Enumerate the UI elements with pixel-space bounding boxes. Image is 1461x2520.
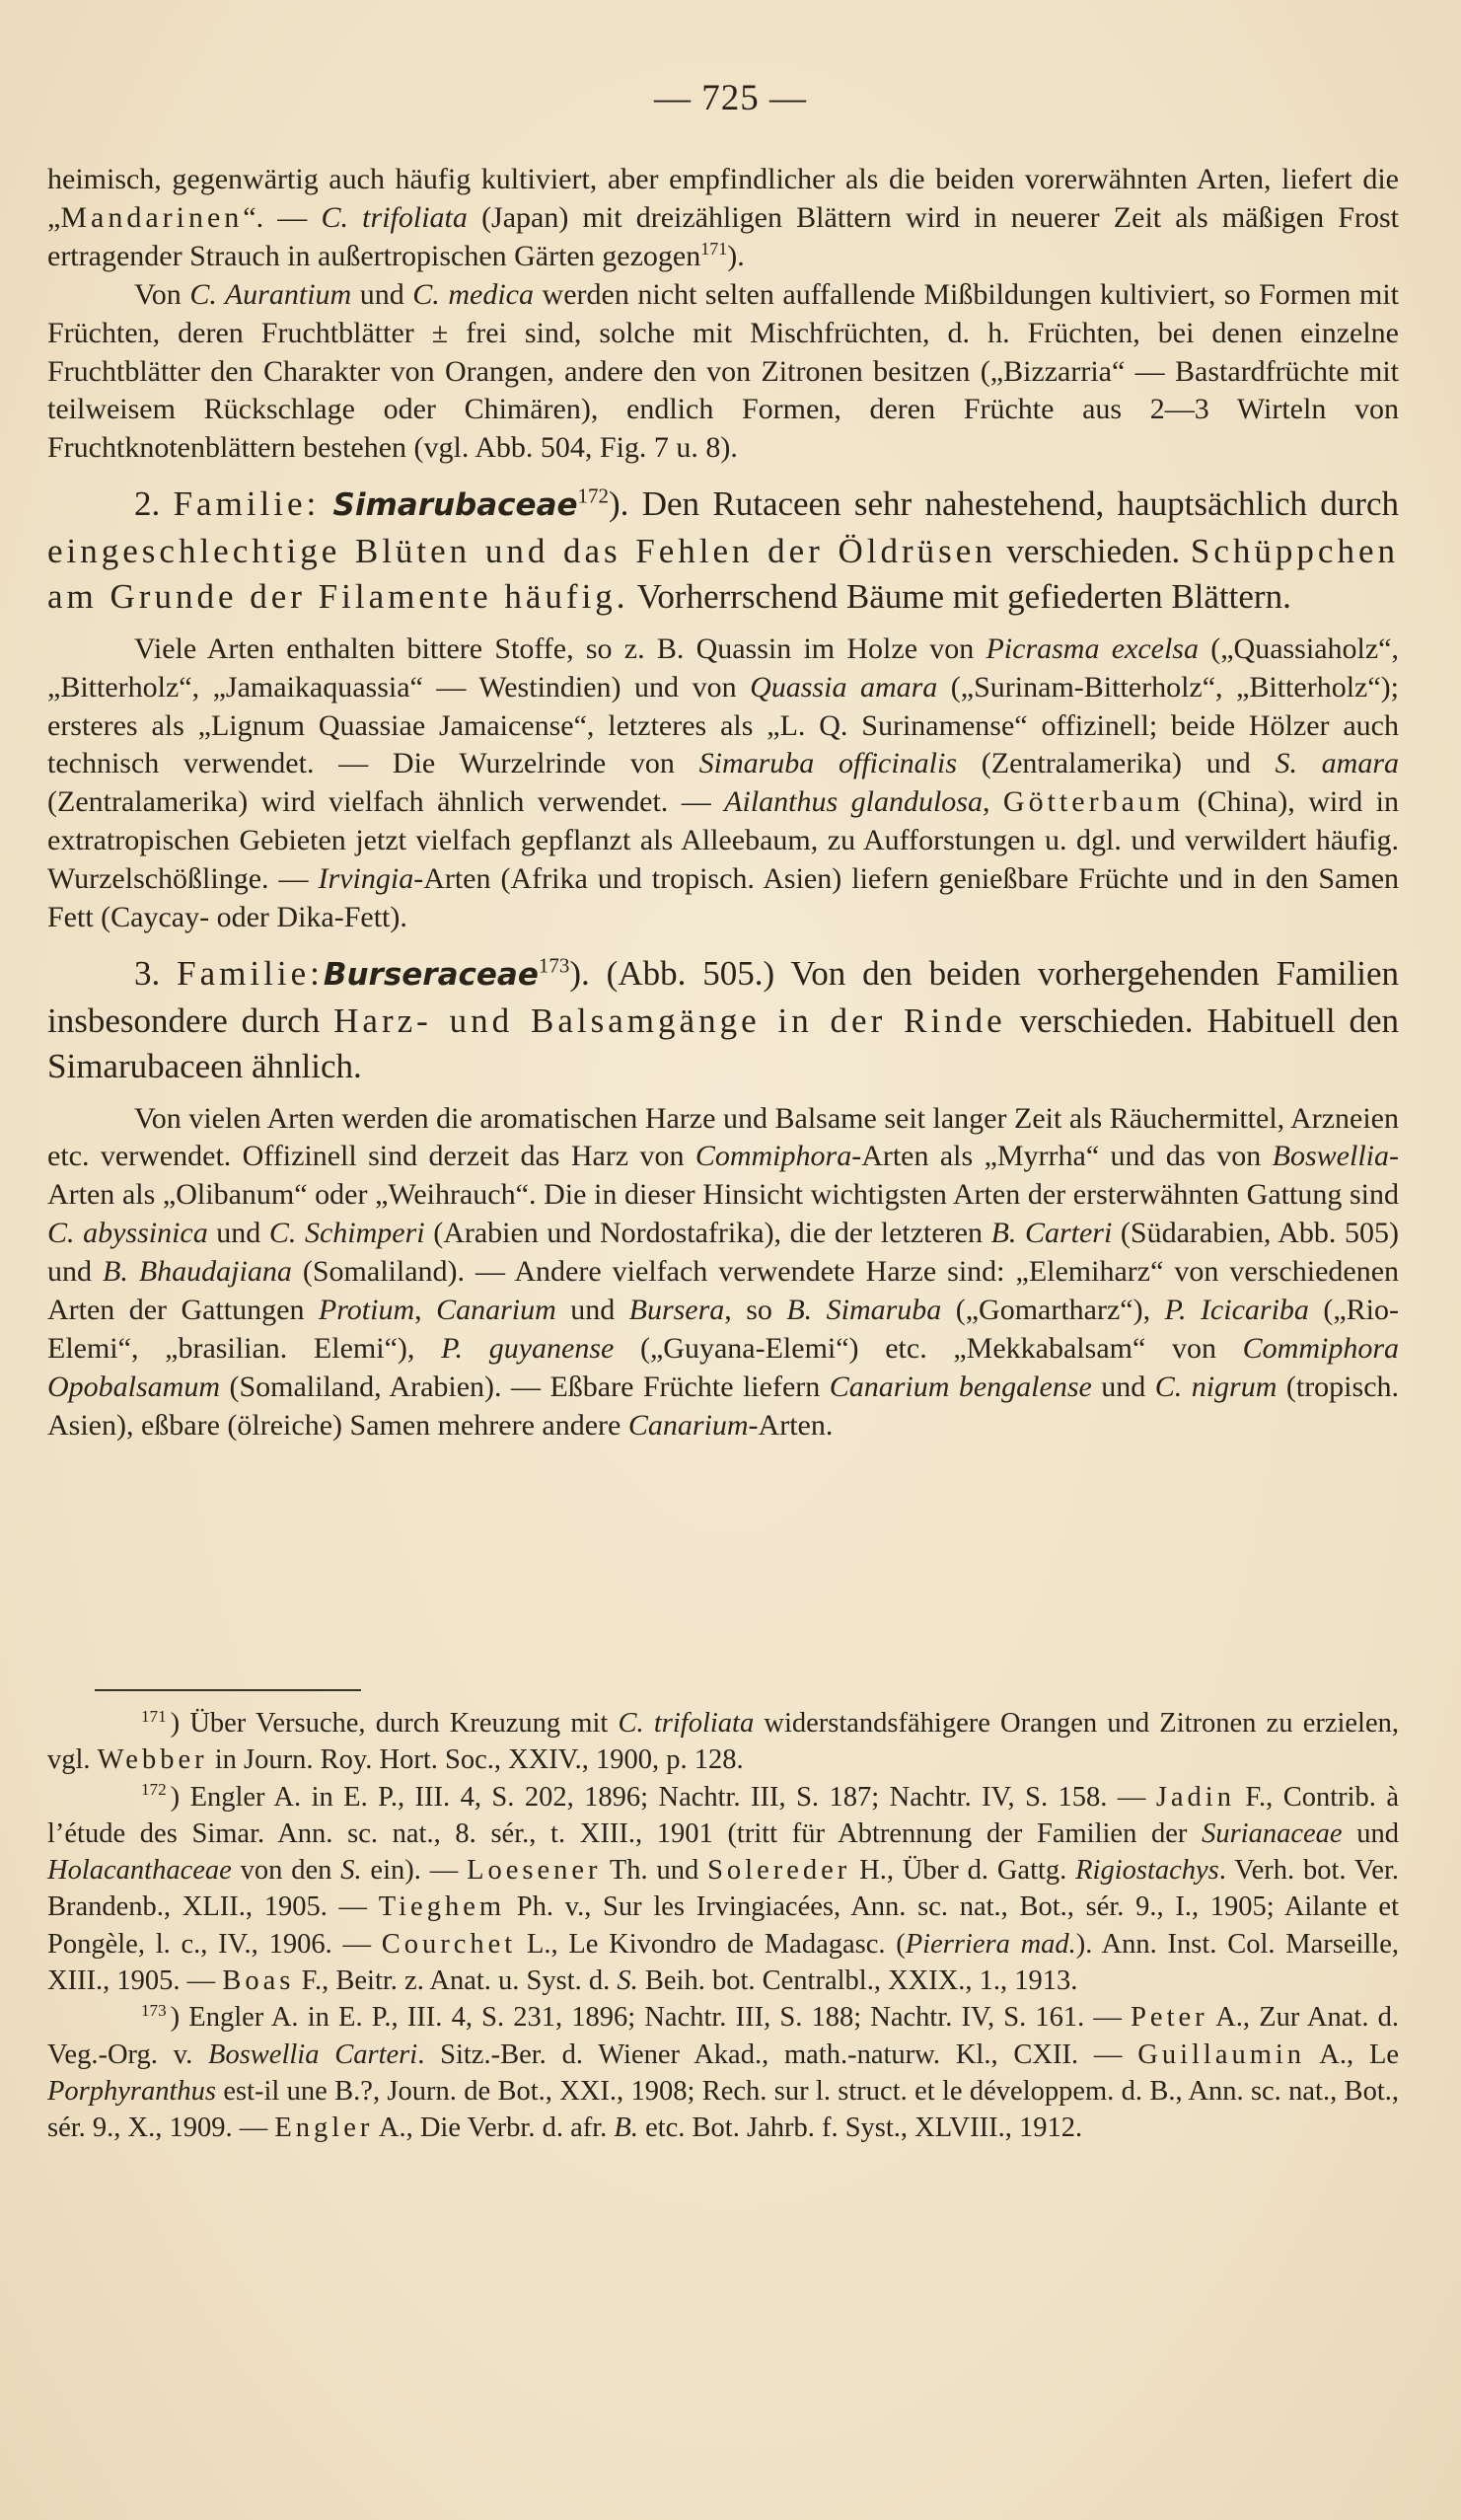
paragraph-1: heimisch, gegenwärtig auch häufig kultiviert, aber empfindlicher als die beiden vorerwähnten Arten, liefert die „Mandarinen“. — C. trifoliata (Japan) mit dreizähligen Blättern wird in neuerer Zeit als mäßigen Frost ertragender Strauch in außertropischen Gärten gezogen$^{171}$).	[47, 163, 1399, 272]
footnote-number: 173	[141, 2000, 167, 2020]
main-text	[47, 161, 1399, 1445]
footnote-separator	[95, 1689, 361, 1691]
footnote-text: ) Engler A. in E. P., III. 4, S. 231, 1896; Nachtr. III, S. 188; Nachtr. IV, S. 161. — Peter A., Zur Anat. d. Veg.-Org. v. Boswellia Carteri. Sitz.-Ber. d. Wiener Akad., math.-naturw. Kl., CXII. — Guillaumin A., Le Porphyranthus est-il une B.?, Journ. de Bot., XXI., 1908; Rech. sur l. struct. et le développem. d. B., Ann. sc. nat., Bot., sér. 9., X., 1909. — Engler A., Die Verbr. d. afr. B. etc. Bot. Jahrb. f. Syst., XLVIII., 1912.	[47, 2002, 1400, 2144]
footnote-text: ) Über Versuche, durch Kreuzung mit C. trifoliata widerstandsfähigere Orangen und Zitronen zu erzielen, vgl. Webber in Journ. Roy. Hort. Soc., XXIV., 1900, p. 128.	[47, 1708, 1399, 1776]
footnote-number: 172	[141, 1780, 167, 1800]
footnote-number: 171	[141, 1706, 167, 1726]
paragraph-3: 2. Familie: Simarubaceae$^{172}$). Den Rutaceen sehr nahestehend, hauptsächlich durch eingeschlechtige Blüten und das Fehlen der Öldrüsen verschieden. Schüppchen am Grunde der Filamente häufig. Vorherrschend Bäume mit gefiederten Blättern.	[47, 483, 1399, 617]
paragraph-2: Von C. Aurantium und C. medica werden nicht selten auffallende Mißbildungen kultiviert, so Formen mit Früchten, deren Fruchtblätter ± frei sind, solche mit Mischfrüchten, d. h. Früchten, bei denen einzelne Fruchtblätter den Charakter von Orangen, andere den von Zitronen besitzen („Bizzarria“ — Bastardfrüchte mit teilweisem Rückschlage oder Chimären), endlich Formen, deren Früchte aus 2—3 Wirteln von Fruchtknotenblättern bestehen (vgl. Abb. 504, Fig. 7 u. 8).	[47, 277, 1399, 465]
footnote-text: ) Engler A. in E. P., III. 4, S. 202, 1896; Nachtr. III, S. 187; Nachtr. IV, S. 158. — Jadin F., Contrib. à l’étude des Simar. Ann. sc. nat., 8. sér., t. XIII., 1901 (tritt für Abtrennung der Familien der Surianaceae und Holacanthaceae von den S. ein). — Loesener Th. und Solereder H., Über d. Gattg. Rigiostachys. Verh. bot. Ver. Brandenb., XLII., 1905. — Tieghem Ph. v., Sur les Irvingiacées, Ann. sc. nat., Bot., sér. 9., I., 1905; Ailante et Pongèle, l. c., IV., 1906. — Courchet L., Le Kivondro de Madagasc. (Pierriera mad.). Ann. Inst. Col. Marseille, XIII., 1905. — Boas F., Beitr. z. Anat. u. Syst. d. S. Beih. bot. Centralbl., XXIX., 1., 1913.	[47, 1781, 1400, 1997]
footnote-173	[47, 1999, 1399, 2146]
footnote-171	[47, 1705, 1399, 1779]
footnotes	[47, 1705, 1399, 2147]
paragraph-6: Von vielen Arten werden die aromatischen Harze und Balsame seit langer Zeit als Räuchermittel, Arzneien etc. verwendet. Offizinell sind derzeit das Harz von Commiphora-Arten als „Myrrha“ und das von Boswellia-Arten als „Olibanum“ oder „Weihrauch“. Die in dieser Hinsicht wichtigsten Arten der ersterwähnten Gattung sind C. abyssinica und C. Schimperi (Arabien und Nordostafrika), die der letzteren B. Carteri (Südarabien, Abb. 505) und B. Bhaudajiana (Somaliland). — Andere vielfach verwendete Harze sind: „Elemiharz“ von verschiedenen Arten der Gattungen Protium, Canarium und Bursera, so B. Simaruba („Gomartharz“), P. Icicariba („Rio-Elemi“, „brasilian. Elemi“), P. guyanense („Guyana-Elemi“) etc. „Mekkabalsam“ von Commiphora Opobalsamum (Somaliland, Arabien). — Eßbare Früchte liefern Canarium bengalense und C. nigrum (tropisch. Asien), eßbare (ölreiche) Samen mehrere andere Canarium-Arten.	[47, 1101, 1400, 1442]
footnote-172	[47, 1779, 1399, 2000]
paragraph-4: Viele Arten enthalten bittere Stoffe, so z. B. Quassin im Holze von Picrasma excelsa („Quassiaholz“, „Bitterholz“, „Jamaikaquassia“ — Westindien) und von Quassia amara („Surinam-Bitterholz“, „Bitterholz“); ersteres als „Lignum Quassiae Jamaicense“, letzteres als „L. Q. Surinamense“ offizinell; beide Hölzer auch technisch verwendet. — Die Wurzelrinde von Simaruba officinalis (Zentralamerika) und S. amara (Zentralamerika) wird vielfach ähnlich verwendet. — Ailanthus glandulosa, Götterbaum (China), wird in extratropischen Gebieten jetzt vielfach gepflanzt als Alleebaum, zu Aufforstungen u. dgl. und verwildert häufig. Wurzelschößlinge. — Irvingia-Arten (Afrika und tropisch. Asien) liefern genießbare Früchte und in den Samen Fett (Caycay- oder Dika-Fett).	[47, 631, 1400, 934]
page-number: — 725 —	[654, 78, 807, 118]
paragraph-5: 3. Familie:Burseraceae$^{173}$). (Abb. 505.) Von den beiden vorhergehenden Familien insbesondere durch Harz- und Balsamgänge in der Rinde verschieden. Habituell den Simarubaceen ähnlich.	[47, 953, 1399, 1085]
